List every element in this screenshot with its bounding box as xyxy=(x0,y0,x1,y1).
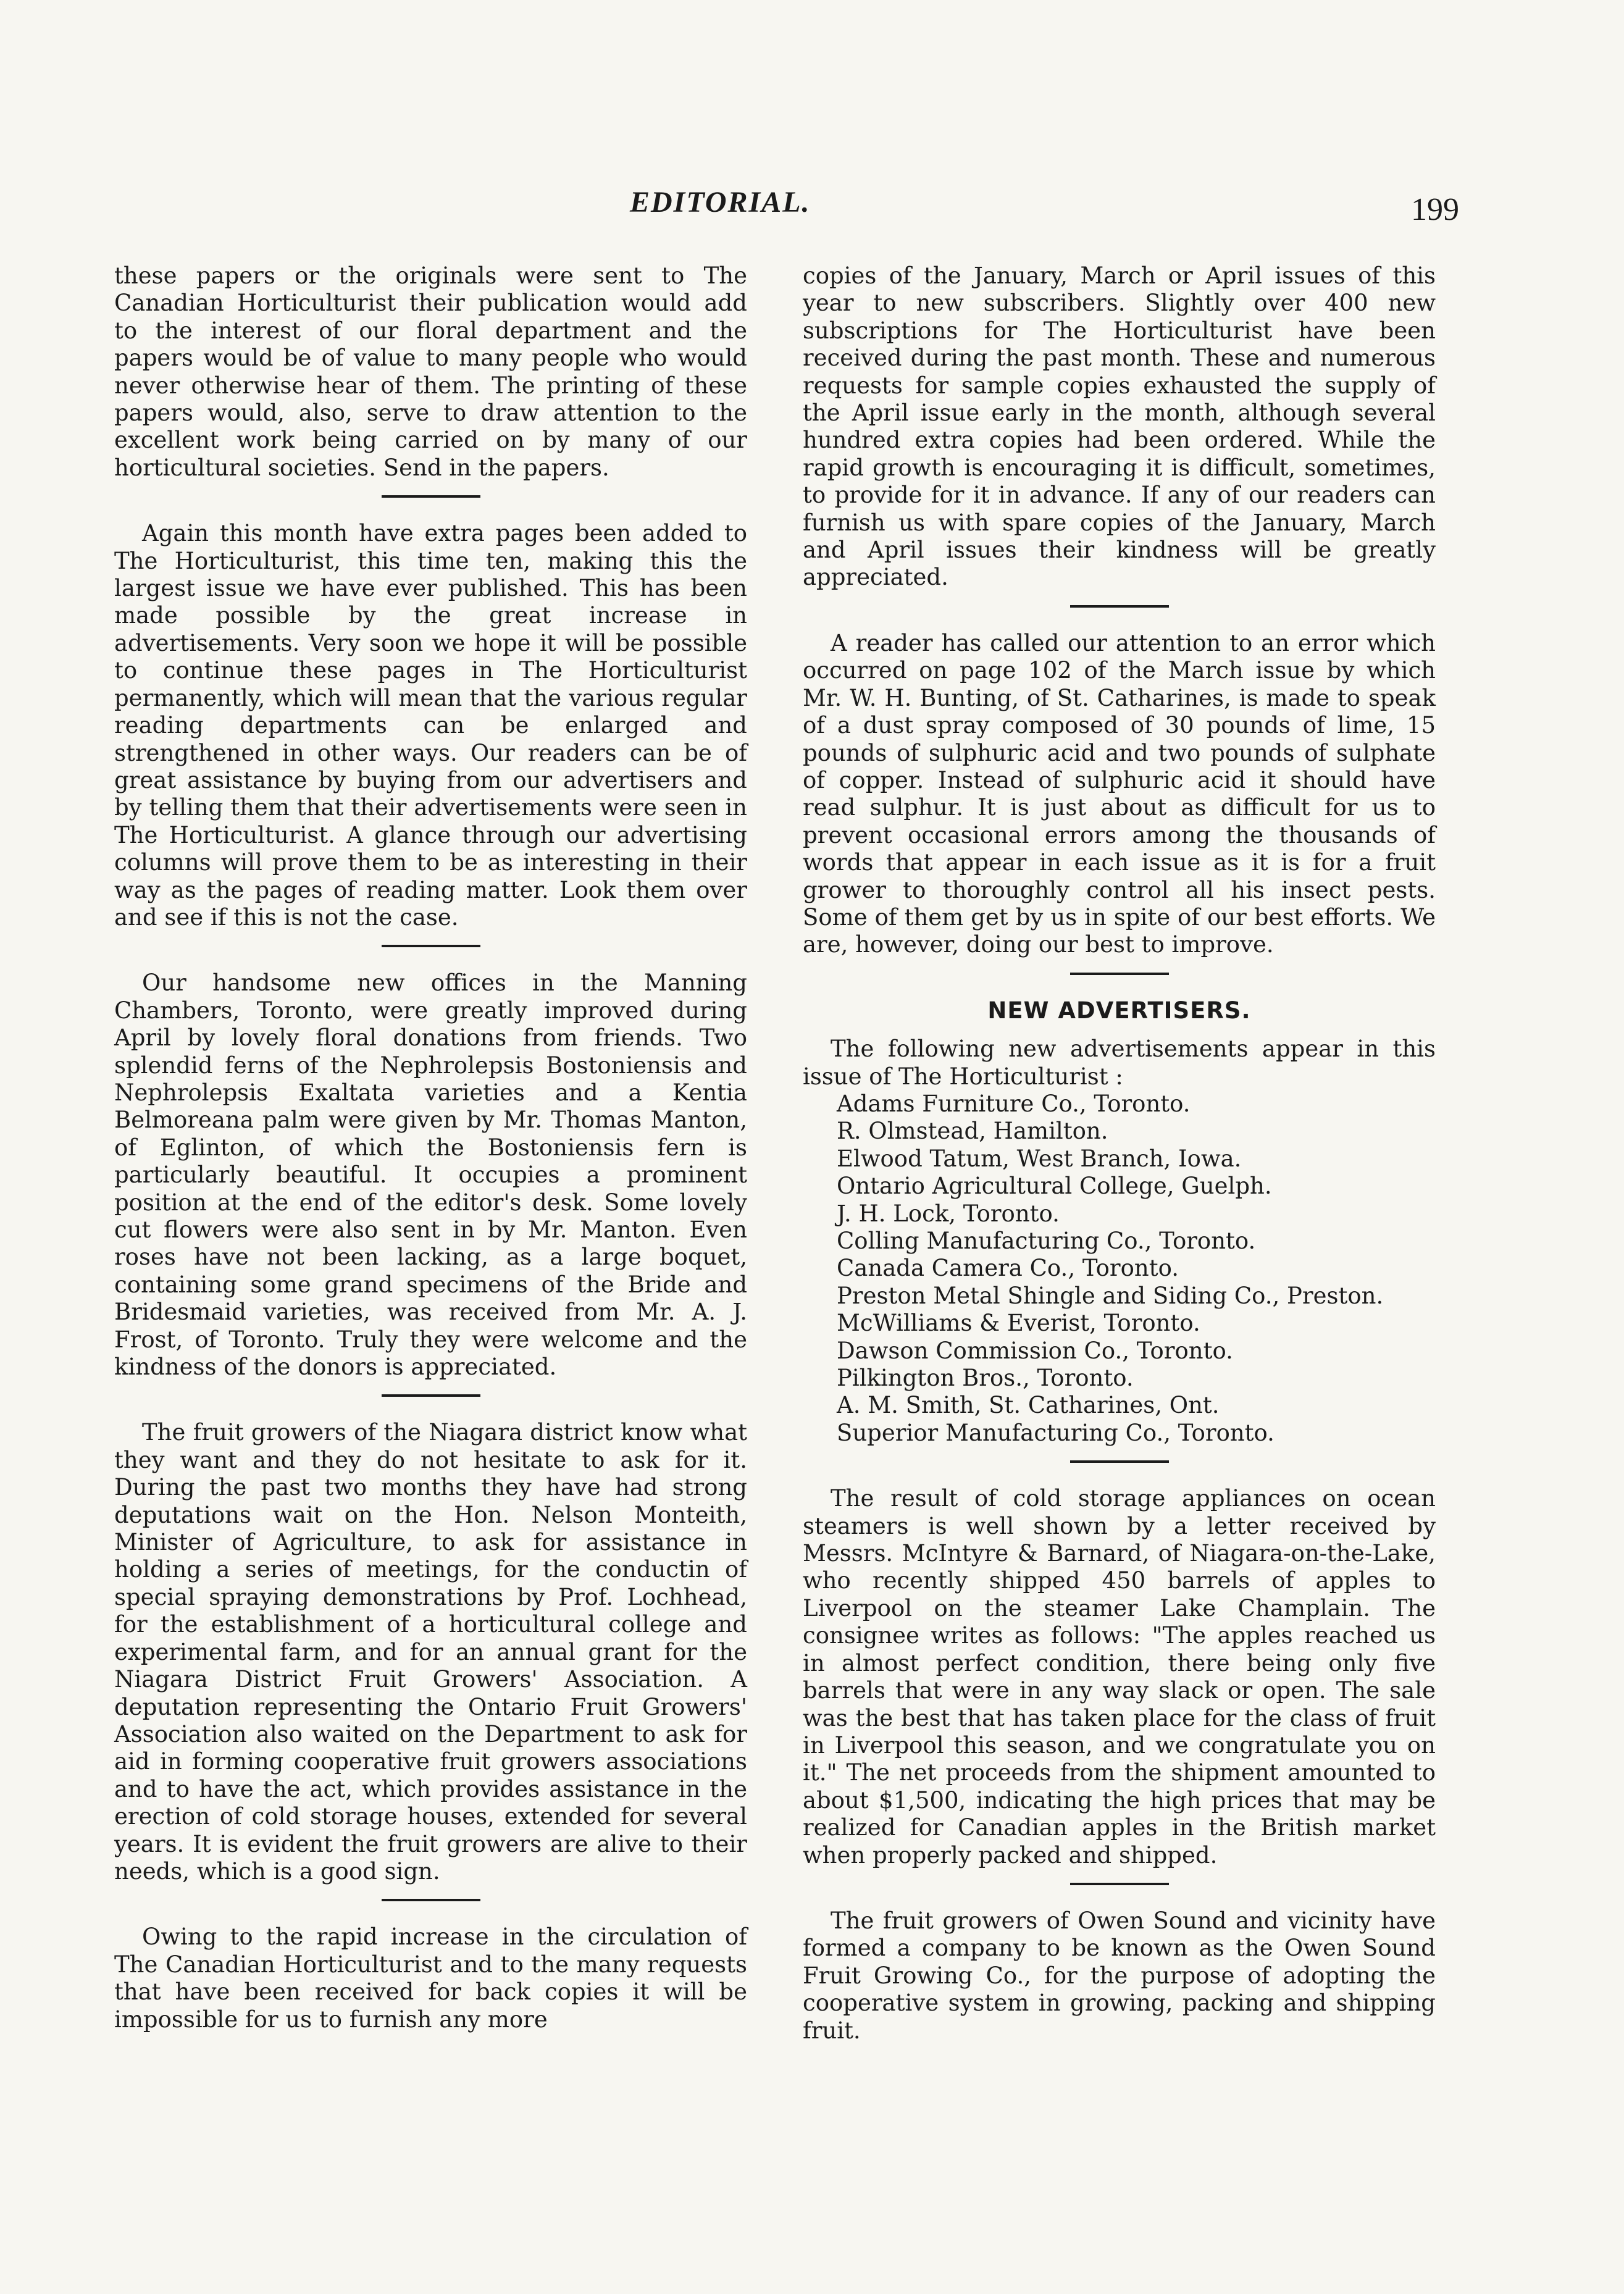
section-divider xyxy=(1070,973,1169,975)
paragraph-cold-storage: The result of cold storage appliances on ocean steamers is well shown by a letter received by Messrs. McIntyre & Barnard, of Niagara-on-the-Lake, who recently shipped 450 barrels of apples to Liverpool on the steamer Lake Champlain. The consignee writes as follows: "The apples reached us in almost perfect condition, there being only five barrels that were in any way slack or open. The sale was the best that has taken place for the class of fruit in Liverpool this season, and we congratulate you on it." The net proceeds from the shipment amounted to about $1,500, indicating the high prices that may be realized for Canadian apples in the British market when properly packed and shipped. xyxy=(803,1485,1436,1869)
advertiser-item: Preston Metal Shingle and Siding Co., Preston. xyxy=(837,1282,1384,1309)
advertiser-item: J. H. Lock, Toronto. xyxy=(837,1200,1060,1227)
paragraph-circulation: Owing to the rapid increase in the circulation of The Canadian Horticulturist and to the many requests that have been received for back copies it will be impossible for us to furnish any more xyxy=(114,1924,747,2033)
advertiser-item: R. Olmstead, Hamilton. xyxy=(837,1118,1108,1145)
section-divider xyxy=(1070,1883,1169,1885)
new-advertisers-heading: NEW ADVERTISERS. xyxy=(987,997,1251,1024)
advertiser-item: Pilkington Bros., Toronto. xyxy=(837,1365,1134,1392)
section-divider xyxy=(382,495,480,498)
running-head-title: EDITORIAL. xyxy=(630,186,811,219)
paragraph-new-offices: Our handsome new offices in the Manning Chambers, Toronto, were greatly improved during April by lovely floral donations from friends. Two splendid ferns of the Nephrolepsis Bostoniensis and Nephrolepsis Exaltata varieties and a Kentia Belmoreana palm were given by Mr. Thomas Manton, of Eglinton, of which the Bostoniensis fern is particularly beautiful. It occupies a prominent position at the end of the editor's desk. Some lovely cut flowers were also sent in by Mr. Manton. Even roses have not been lacking, as a large boquet, containing some grand specimens of the Bride and Bridesmaid varieties, was received from Mr. A. J. Frost, of Toronto. Truly they were welcome and the kindness of the donors is appreciated. xyxy=(114,969,747,1381)
advertiser-item: Colling Manufacturing Co., Toronto. xyxy=(837,1228,1256,1254)
advertiser-item: Dawson Commission Co., Toronto. xyxy=(837,1337,1233,1364)
paragraph-erratum: A reader has called our attention to an error which occurred on page 102 of the March issue by which Mr. W. H. Bunting, of St. Catharines, is made to speak of a dust spray composed of 30 pounds of lime, 15 pounds of sulphuric acid and two pounds of sulphate of copper. Instead of sulphuric acid it should have read sulphur. It is just about as difficult for us to prevent occasional errors among the thousands of words that appear in each issue as it is for a fruit grower to thoroughly control all his insect pests. Some of them get by us in spite of our best efforts. We are, however, doing our best to improve. xyxy=(803,629,1436,958)
advertiser-item: Ontario Agricultural College, Guelph. xyxy=(837,1173,1272,1200)
section-divider xyxy=(382,1394,480,1397)
section-divider xyxy=(1070,605,1169,608)
advertiser-item: McWilliams & Everist, Toronto. xyxy=(837,1310,1200,1337)
advertiser-item: Superior Manufacturing Co., Toronto. xyxy=(837,1419,1275,1446)
advertiser-item: Elwood Tatum, West Branch, Iowa. xyxy=(837,1145,1242,1172)
paragraph-back-copies: copies of the January, March or April issues of this year to new subscribers. Slightly over 400 new subscriptions for The Horticulturist have been received during the past month. These and numerous requests for sample copies exhausted the supply of the April issue early in the month, although several hundred extra copies had been ordered. While the rapid growth is encouraging it is difficult, sometimes, to provide for it in advance. If any of our readers can furnish us with spare copies of the January, March and April issues their kindness will be greatly appreciated. xyxy=(803,262,1436,591)
section-divider xyxy=(382,945,480,947)
paragraph-niagara-growers: The fruit growers of the Niagara district know what they want and they do not hesitate to ask for it. During the past two months they have had strong deputations wait on the Hon. Nelson Monteith, Minister of Agriculture, to ask for assistance in holding a series of meetings, for the conductin of special spraying demonstrations by Prof. Lochhead, for the establishment of a horticultural college and experimental farm, and for an annual grant for the Niagara District Fruit Growers' Association. A deputation representing the Ontario Fruit Growers' Association also waited on the Department to ask for aid in forming cooperative fruit growers associations and to have the act, which provides assistance in the erection of cold storage houses, extended for several years. It is evident the fruit growers are alive to their needs, which is a good sign. xyxy=(114,1419,747,1885)
paragraph-owen-sound: The fruit growers of Owen Sound and vicinity have formed a company to be known as the Owen Sound Fruit Growing Co., for the purpose of adopting the cooperative system in growing, packing and shipping fruit. xyxy=(803,1907,1436,2044)
section-divider xyxy=(1070,1460,1169,1463)
left-column xyxy=(114,262,747,2033)
advertiser-item: Adams Furniture Co., Toronto. xyxy=(837,1090,1191,1117)
right-column xyxy=(803,262,1436,2045)
advertiser-list xyxy=(803,1090,1436,1447)
advertiser-item: A. M. Smith, St. Catharines, Ont. xyxy=(837,1392,1220,1419)
advertisers-intro: The following new advertisements appear in this issue of The Horticulturist : xyxy=(803,1036,1436,1090)
page-number: 199 xyxy=(1411,192,1459,227)
paragraph-extra-pages: Again this month have extra pages been added to The Horticulturist, this time ten, making this the largest issue we have ever published. This has been made possible by the great increase in advertisements. Very soon we hope it will be possible to continue these pages in The Horticulturist permanently, which will mean that the various regular reading departments can be enlarged and strengthened in other ways. Our readers can be of great assistance by buying from our advertisers and by telling them that their advertisements were seen in The Horticulturist. A glance through our advertising columns will prove them to be as interesting in their way as the pages of reading matter. Look them over and see if this is not the case. xyxy=(114,520,747,931)
paragraph-papers: these papers or the originals were sent to The Canadian Horticulturist their publication would add to the interest of our floral department and the papers would be of value to many people who would never otherwise hear of them. The printing of these papers would, also, serve to draw attention to the excellent work being carried on by many of our horticultural societies. Send in the papers. xyxy=(114,262,747,481)
section-divider xyxy=(382,1899,480,1901)
advertiser-item: Canada Camera Co., Toronto. xyxy=(837,1255,1179,1282)
